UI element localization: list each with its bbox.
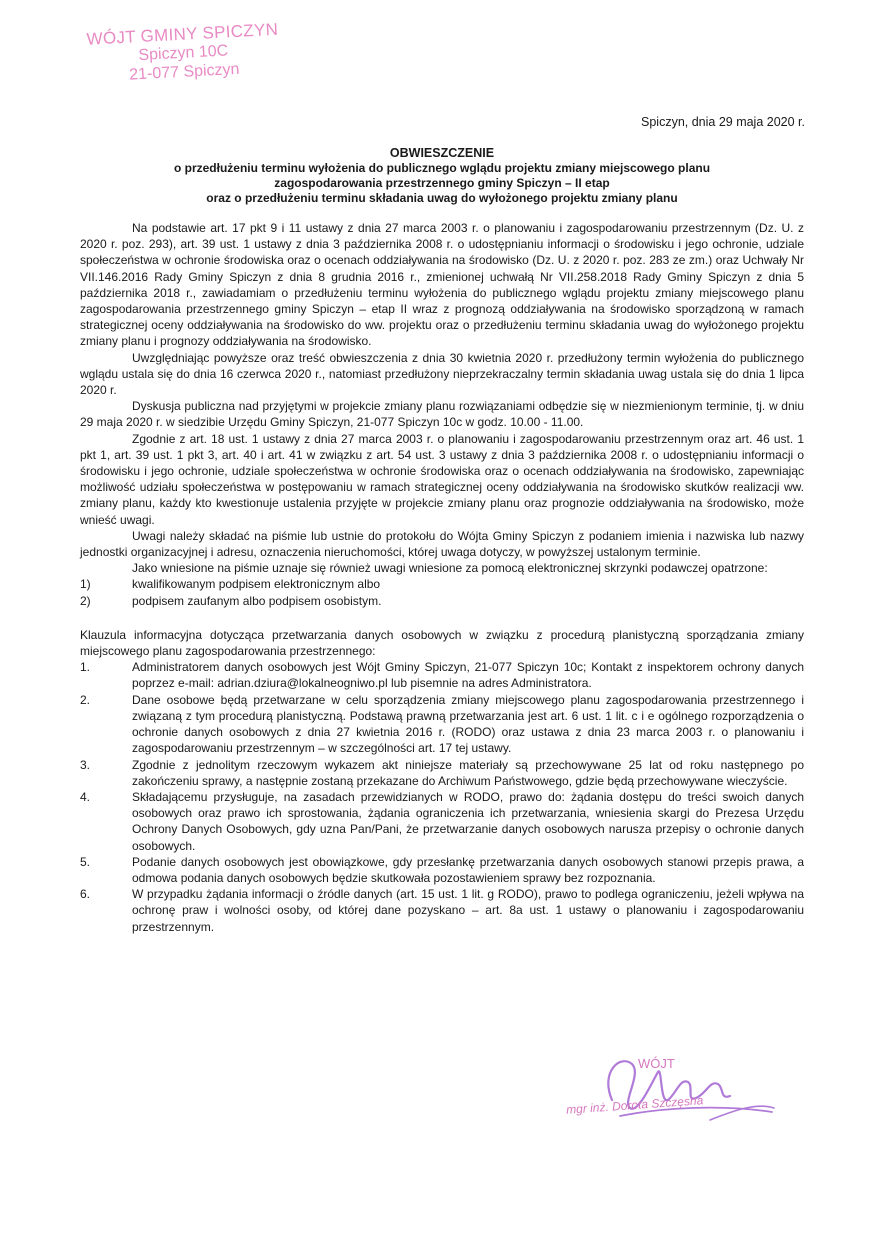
clause-item [80,886,804,935]
handwritten-signature-icon [560,1042,790,1132]
paragraph-legal-basis: Na podstawie art. 17 pkt 9 i 11 ustawy z dnia 27 marca 2003 r. o planowaniu i zagospodarowaniu przestrzennym (Dz. U. z 2020 r. poz. 293), art. 39 ust. 1 ustawy z dnia 3 października 2008 r. o udostępnianiu informacji o środowisku i jego ochronie, udziale społeczeństwa w ochronie środowiska oraz o ocenach oddziaływania na środowisko (Dz. U. z 2020 r. poz. 283 ze zm.) oraz Uchwały Nr VII.146.2016 Rady Gminy Spiczyn z dnia 8 grudnia 2016 r., zmienionej uchwałą Nr VII.258.2018 Rady Gminy Spiczyn z dnia 5 października 2018 r., zawiadamiam o przedłużeniu terminu wyłożenia do publicznego wglądu projektu zmiany miejscowego planu zagospodarowania przestrzennego gminy Spiczyn – etap II wraz z prognozą oddziaływania na środowisko sporządzoną w ramach strategicznej oceny oddziaływania na środowisko do ww. projektu oraz o przedłużeniu terminu składania uwag do wyłożonego projektu zmiany planu i prognozy oddziaływania na środowisko. [80,221,804,349]
clause-item [80,659,804,691]
paragraph-how-to-submit: Uwagi należy składać na piśmie lub ustnie do protokołu do Wójta Gminy Spiczyn z podaniem imienia i nazwiska lub nazwy jednostki organizacyjnej i adresu, oznaczenia nieruchomości, której uwaga dotyczy, w powyższej ustalonym terminie. [80,528,804,560]
title-line-3: oraz o przedłużeniu terminu składania uwag do wyłożonego projektu zmiany planu [206,191,678,205]
list-item-number: 1) [80,577,91,592]
paragraph-public-discussion: Dyskusja publiczna nad przyjętymi w projekcie zmiany planu rozwiązaniami odbędzie się w niezmienionym terminie, tj. w dniu 29 maja 2020 r. w siedzibie Urzędu Gminy Spiczyn, 21-077 Spiczyn 10c w godz. 10.00 - 11.00. [80,399,804,430]
stamp-line-2: Spiczyn 10C [138,42,229,65]
signature-name: mgr inż. Dorota Szczęsna [565,1093,704,1117]
clause-item [80,789,804,854]
clause-item-number: 2. [80,692,91,707]
privacy-clause-intro: Klauzula informacyjna dotycząca przetwarzania danych osobowych w związku z procedurą planistyczną sporządzania zmiany miejscowego planu zagospodarowania przestrzennego: [80,627,804,659]
clause-item-number: 5. [80,854,91,869]
list-item-text: podpisem zaufanym albo podpisem osobistym. [132,593,382,608]
privacy-clause [80,627,804,935]
signature-title: WÓJT [638,1056,675,1071]
clause-item-number: 1. [80,660,91,675]
clause-item-number: 3. [80,757,91,772]
document-body [80,220,804,935]
document-title [80,146,804,206]
title-main: OBWIESZCZENIE [389,146,495,160]
list-item [80,593,804,609]
office-stamp [82,20,285,88]
stamp-line-1: WÓJT GMINY SPICZYN [86,19,279,49]
list-item-text: kwalifikowanym podpisem elektronicznym albo [132,577,381,592]
clause-item-text: Składającemu przysługuje, na zasadach przewidzianych w RODO, prawo do: żądania dostępu do treści swoich danych osobowych oraz prawo ich sprostowania, żądania ograniczenia ich przetwarzania, wniesienia skargi do Prezesa Urzędu Ochrony Danych Osobowych, gdy uzna Pan/Pani, że przetwarzanie danych osobowych narusza przepisy o ochronie danych osobowych. [132,789,804,853]
clause-item [80,854,804,886]
title-line-2: zagospodarowania przestrzennego gminy Spiczyn – II etap [274,176,610,190]
clause-item-text: Zgodnie z jednolitym rzeczowym wykazem akt niniejsze materiały są przechowywane 25 lat od roku następnego po zakończeniu sprawy, a następnie zostaną przekazane do Archiwum Państwowego, gdzie będą przechowywane wieczyście. [132,757,804,788]
clause-item [80,692,804,757]
list-item [80,576,804,592]
clause-item-text: Podanie danych osobowych jest obowiązkowe, gdy przesłankę przetwarzania danych osobowych stanowi przepis prawa, a odmowa podania danych osobowych będzie skutkowała pozostawieniem sprawy bez rozpoznania. [132,854,804,885]
stamp-line-3: 21-077 Spiczyn [128,60,240,84]
clause-item-text: Administratorem danych osobowych jest Wójt Gminy Spiczyn, 21-077 Spiczyn 10c; Kontakt z inspektorem ochrony danych poprzez e-mail: adrian.dziura@lokalneogniwo.pl lub pisemnie na adres Administratora. [132,660,804,691]
clause-item-number: 4. [80,789,91,804]
paragraph-extended-deadline: Uwzględniając powyższe oraz treść obwieszczenia z dnia 30 kwietnia 2020 r. przedłużony termin wyłożenia do publicznego wglądu ustala się do dnia 16 czerwca 2020 r., natomiast przedłużony nieprzekraczalny termin składania uwag ustala się do dnia 1 lipca 2020 r. [80,350,804,398]
signature-block [560,1042,790,1132]
title-line-1: o przedłużeniu terminu wyłożenia do publicznego wglądu projektu zmiany miejscowego planu [173,161,711,175]
paragraph-right-to-comment: Zgodnie z art. 18 ust. 1 ustawy z dnia 27 marca 2003 r. o planowaniu i zagospodarowaniu przestrzennym oraz art. 46 ust. 1 pkt 1, art. 39 ust. 1 pkt 3, art. 40 i art. 41 w związku z art. 54 ust. 3 ustawy z dnia 3 października 2008 r. o udostępnianiu informacji o środowisku i jego ochronie, udziale społeczeństwa w ochronie środowiska oraz o ocenach oddziaływania na środowisko, zapewniając możliwość udziału społeczeństwa w postępowaniu w ramach strategicznej oceny oddziaływania na środowisko skutków realizacji ww. zmiany planu, każdy kto kwestionuje ustalenia przyjęte w projekcie zmiany planu oraz prognozie oddziaływania na środowisko, może wnieść uwagi. [80,431,804,527]
clause-item-text: Dane osobowe będą przetwarzane w celu sporządzenia zmiany miejscowego planu zagospodarowania przestrzennego i związaną z tym procedurą planistyczną. Podstawą prawną przetwarzania jest art. 6 ust. 1 lit. c i e ogólnego rozporządzenia o ochronie danych osobowych z dnia 27 kwietnia 2016 r. (RODO) oraz ustawa z dnia 23 marca 2003 r. o planowaniu i zagospodarowaniu przestrzennym – w szczególności art. 17 tej ustawy. [132,692,804,756]
clause-item-number: 6. [80,887,91,902]
place-date: Spiczyn, dnia 29 maja 2020 r. [641,115,805,129]
list-item-number: 2) [80,593,91,608]
paragraph-electronic-submission: Jako wniesione na piśmie uznaje się również uwagi wniesione za pomocą elektronicznej skrzynki podawczej opatrzone: [132,561,768,576]
clause-item-text: W przypadku żądania informacji o źródle danych (art. 15 ust. 1 lit. g RODO), prawo to podlega ograniczeniu, jeżeli wpływa na ochronę praw i wolności osoby, od której dane pozyskano – art. 8a ust. 1 ustawy o planowaniu i zagospodarowaniu przestrzennym. [132,887,804,934]
clause-item [80,757,804,789]
